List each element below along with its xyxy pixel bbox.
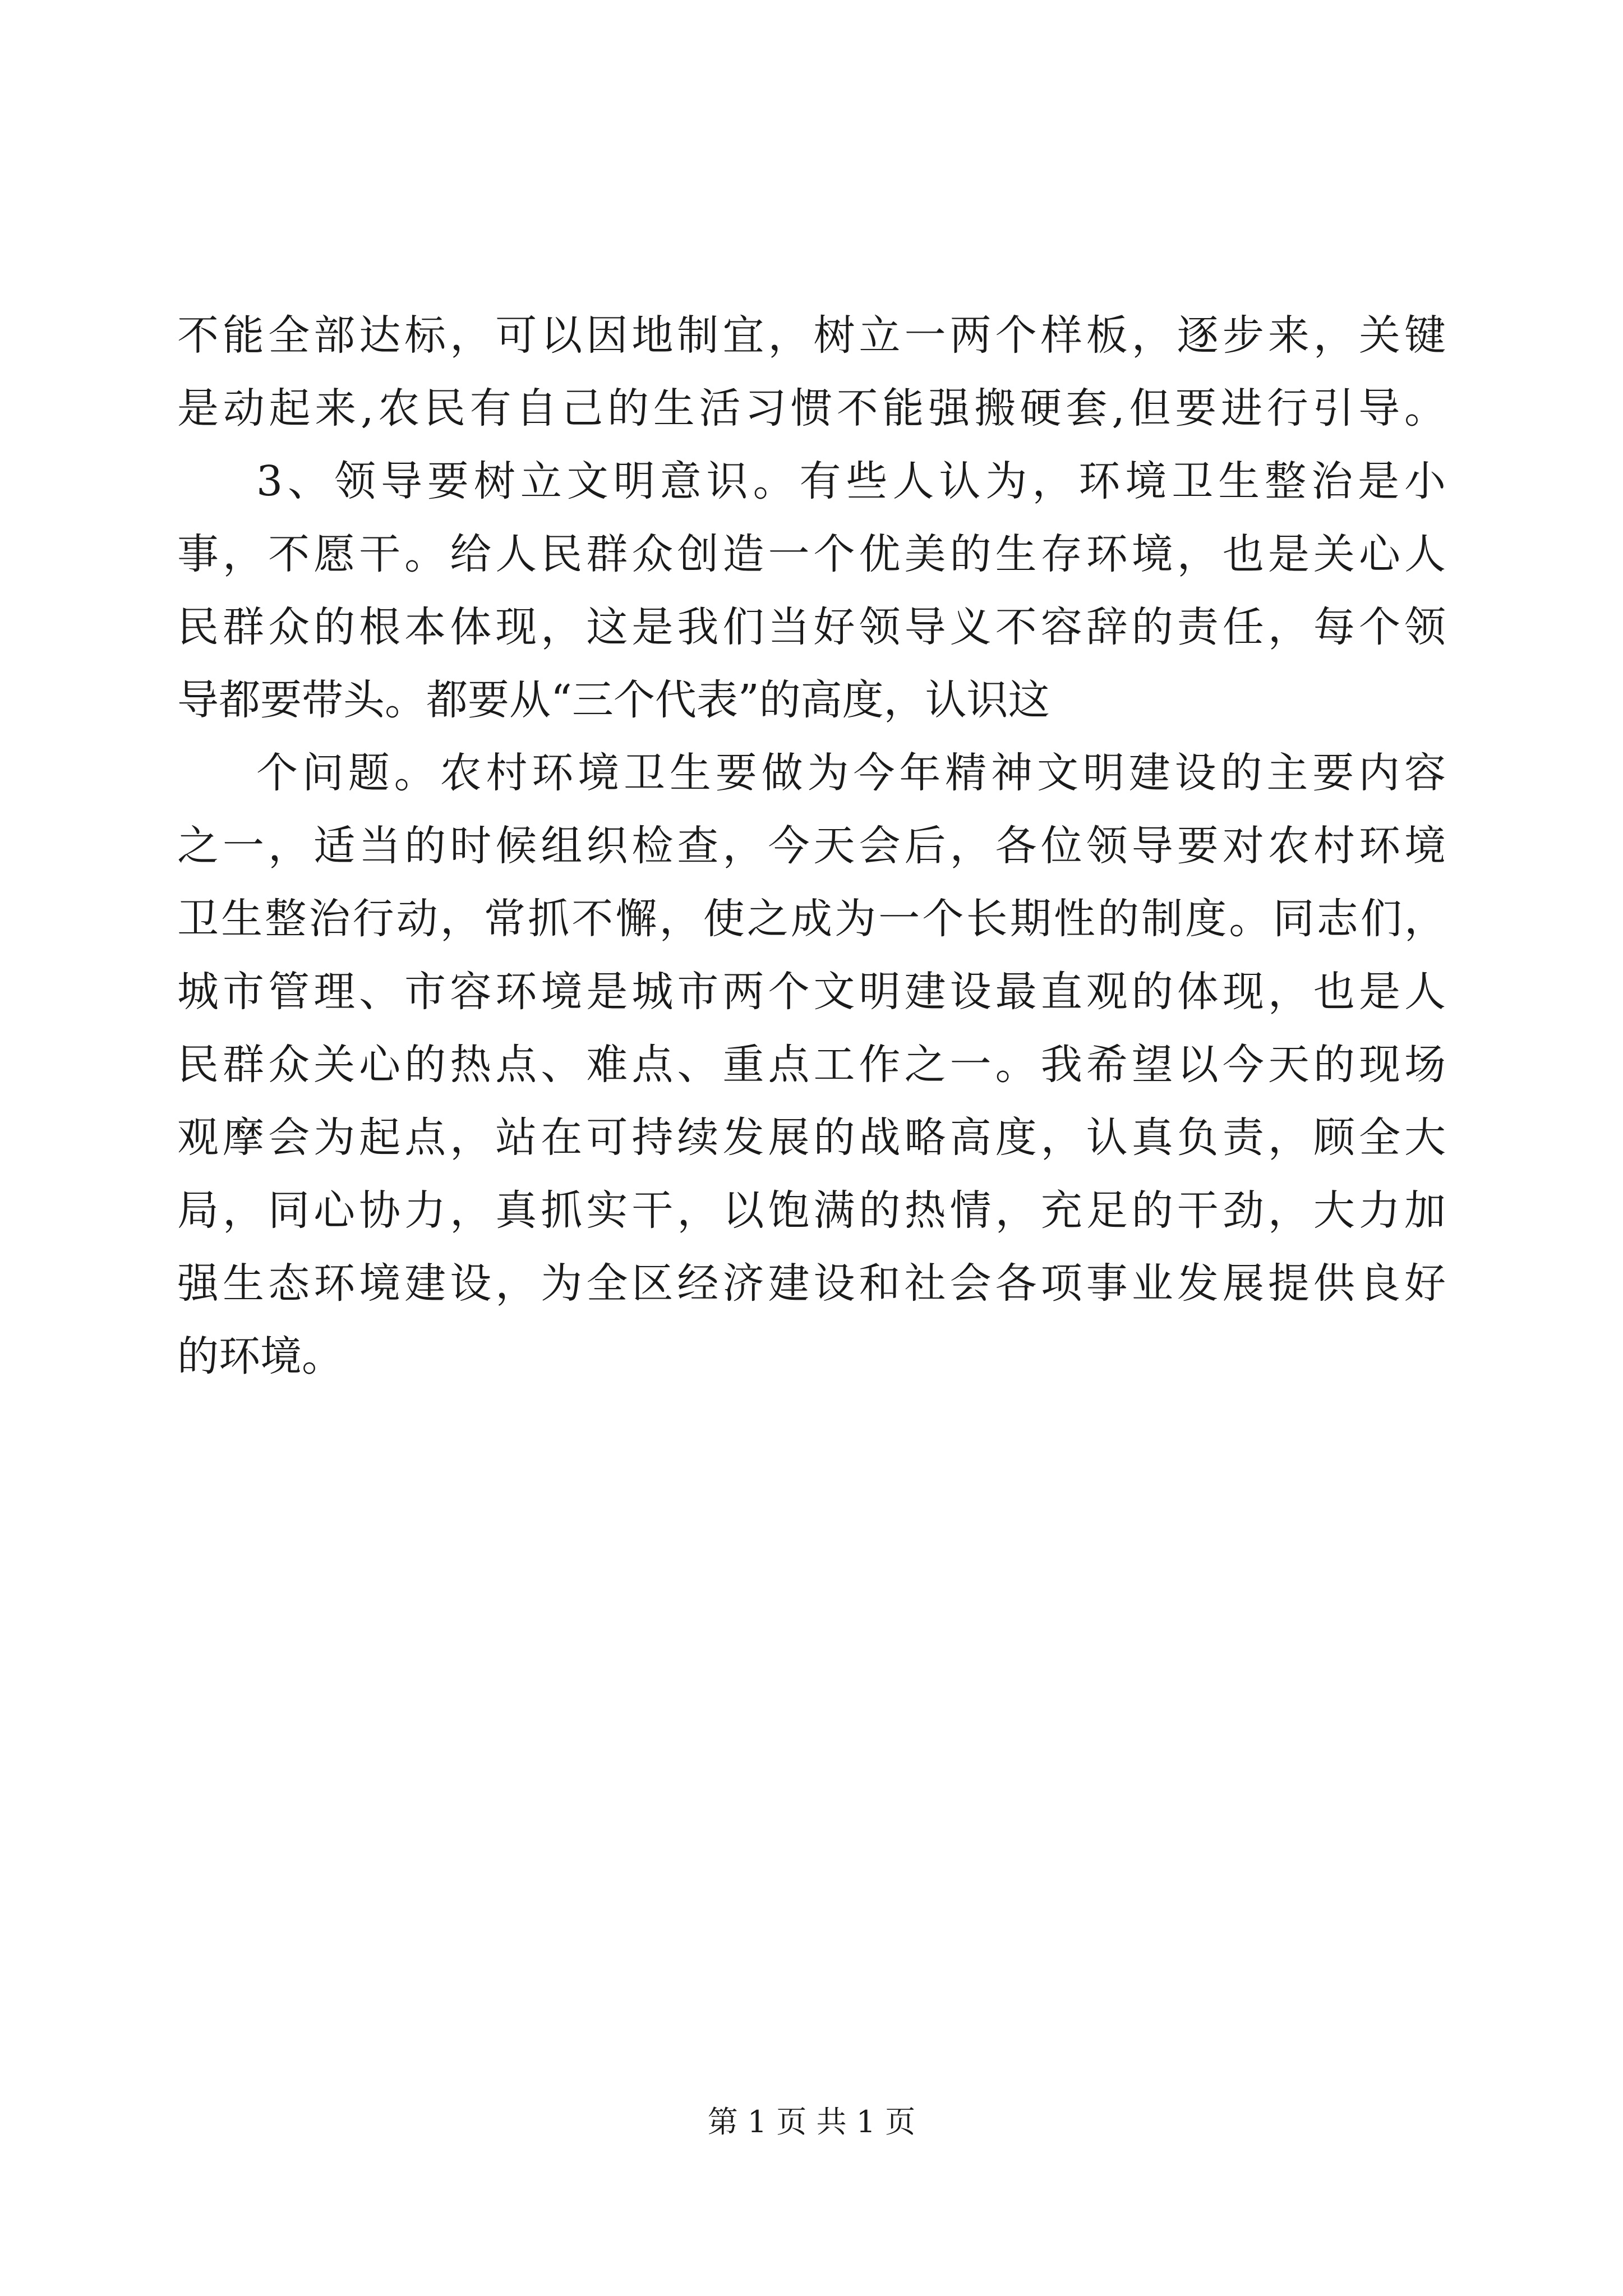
text-line: 观摩会为起点，站在可持续发展的战略高度，认真负责，顾全大 <box>177 1114 1446 1162</box>
text-line: 民群众关心的热点、难点、重点工作之一。我希望以今天的现场 <box>177 1041 1446 1089</box>
text-line: 个问题。农村环境卫生要做为今年精神文明建设的主要内容 <box>256 749 1446 797</box>
text-line: 是动起来,农民有自己的生活习惯不能强搬硬套,但要进行引导。 <box>177 384 1446 432</box>
text-line: 之一，适当的时候组织检查，今天会后，各位领导要对农村环境 <box>177 822 1446 870</box>
page-number-footer: 第 1 页 共 1 页 <box>707 2104 916 2139</box>
text-line: 导都要带头。都要从“三个代表”的高度，认识这 <box>177 676 1050 724</box>
text-line: 的环境。 <box>177 1332 343 1381</box>
text-line: 城市管理、市容环境是城市两个文明建设最直观的体现，也是人 <box>177 968 1446 1016</box>
text-line: 事，不愿干。给人民群众创造一个优美的生存环境，也是关心人 <box>177 530 1446 578</box>
text-line: 强生态环境建设，为全区经济建设和社会各项事业发展提供良好 <box>177 1259 1446 1308</box>
text-line: 民群众的根本体现，这是我们当好领导义不容辞的责任，每个领 <box>177 603 1446 651</box>
text-line: 卫生整治行动，常抓不懈，使之成为一个长期性的制度。同志们， <box>177 895 1446 943</box>
text-line: 3、领导要树立文明意识。有些人认为，环境卫生整治是小 <box>256 457 1446 505</box>
text-line: 不能全部达标，可以因地制宜，树立一两个样板，逐步来，关键 <box>177 311 1446 360</box>
text-line: 局，同心协力，真抓实干，以饱满的热情，充足的干劲，大力加 <box>177 1186 1446 1235</box>
